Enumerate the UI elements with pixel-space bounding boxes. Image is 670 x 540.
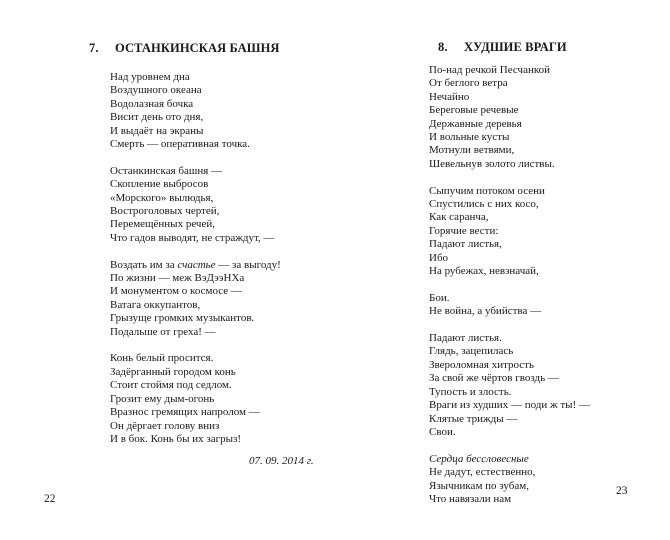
poem-body xyxy=(429,64,590,520)
right-page xyxy=(335,0,670,540)
poem-line: Береговые речевые xyxy=(429,104,519,117)
poem-line: Водолазная бочка xyxy=(110,97,194,110)
stanza xyxy=(429,332,590,439)
poem-line: Нечайно xyxy=(429,90,470,103)
poem-line: И вольные кусты xyxy=(429,131,510,144)
poem-line: Язычникам по зубам, xyxy=(429,479,529,492)
poem-line: Звероломная хитрость xyxy=(429,358,535,371)
poem-line: Мотнули ветвями, xyxy=(429,144,515,157)
poem-line: Не дадут, естественно, xyxy=(429,466,536,479)
poem-line: Скопление выбросов xyxy=(110,178,209,191)
chapter-heading-8 xyxy=(438,40,567,55)
poem-line: Что гадов выводят, не страждут, — xyxy=(110,231,275,244)
page-number: 22 xyxy=(44,493,56,505)
stanza xyxy=(110,352,281,446)
poem-line: Перемещённых речей, xyxy=(110,218,215,231)
poem-line: Падают листья. xyxy=(429,332,502,345)
chapter-title: ОСТАНКИНСКАЯ БАШНЯ xyxy=(115,41,280,55)
poem-line: Над уровнем дна xyxy=(110,71,190,83)
stanza xyxy=(429,453,590,507)
poem-line: За свой же чёртов гвоздь — xyxy=(429,372,559,385)
poem-line: По-над речкой Песчанкой xyxy=(429,64,551,76)
poem-line: Смерть — оперативная точка. xyxy=(110,138,250,151)
poem-line: Что навязали нам xyxy=(429,492,512,505)
poem-line: Вразнос гремящих напролом — xyxy=(110,406,260,419)
poem-line: Останкинская башня — xyxy=(110,164,223,177)
poem-line: Клятые трижды — xyxy=(429,412,518,425)
poem-line: Как саранча, xyxy=(429,211,489,224)
poem-line: Конь белый просится. xyxy=(110,352,214,365)
poem-line: И в бок. Конь бы их загрыз! xyxy=(110,432,242,445)
poem-body xyxy=(110,71,281,460)
stanza xyxy=(110,165,281,245)
poem-line: Востроголовых чертей, xyxy=(110,205,220,218)
poem-line: Державные деревья xyxy=(429,117,522,130)
poem-date: 07. 09. 2014 г. xyxy=(249,455,314,467)
poem-line: Воздушного океана xyxy=(110,84,202,97)
poem-line: Подальше от греха! — xyxy=(110,325,216,338)
poem-line: Тупость и злость. xyxy=(429,385,512,398)
page-number: 23 xyxy=(616,485,628,497)
line-part: — за выгоду! xyxy=(218,258,281,271)
poem-line: Он дёргает голову вниз xyxy=(110,419,220,432)
chapter-number: 7. xyxy=(89,41,99,55)
stanza xyxy=(429,64,590,171)
poem-line: Грызуще громких музыкантов. xyxy=(110,312,255,325)
stanza xyxy=(429,292,590,319)
poem-line: Падают листья, xyxy=(429,238,502,251)
line-part: Воздать им за xyxy=(110,258,175,271)
poem-line: От беглого ветра xyxy=(429,77,508,90)
poem-line: Спустились с них косо, xyxy=(429,198,539,211)
poem-line xyxy=(110,259,281,272)
poem-line: Шевельнув золото листвы. xyxy=(429,157,555,170)
poem-line-italic: Сердца бессловесные xyxy=(429,452,529,465)
poem-line: Ватага оккупантов, xyxy=(110,298,201,311)
poem-line: Стоит стоймя под седлом. xyxy=(110,379,232,392)
poem-line: И выдаёт на экраны xyxy=(110,124,204,137)
poem-line: Горячие вести: xyxy=(429,224,499,237)
stanza xyxy=(110,71,281,151)
stanza xyxy=(429,185,590,279)
poem-line: Свои. xyxy=(429,425,456,438)
poem-line: Задёрганный городом конь xyxy=(110,365,236,378)
stanza xyxy=(110,259,281,339)
poem-line: Не война, а убийства — xyxy=(429,305,542,318)
poem-line: Висит день ото дня, xyxy=(110,111,204,124)
poem-line: Бои. xyxy=(429,291,450,304)
poem-line: По жизни — меж ВэДээНХа xyxy=(110,272,245,285)
poem-line: Враги из худших — поди ж ты! — xyxy=(429,399,590,412)
poem-line: Сыпучим потоком осени xyxy=(429,184,545,197)
chapter-title: ХУДШИЕ ВРАГИ xyxy=(464,40,567,54)
poem-line: Глядь, зацепилась xyxy=(429,345,514,358)
poem-line: «Морского» вылюдья, xyxy=(110,191,214,204)
italic-word: счастье xyxy=(177,258,216,271)
chapter-number: 8. xyxy=(438,40,448,54)
poem-line: Грозит ему дым-огонь xyxy=(110,392,215,405)
poem-line: Ибо xyxy=(429,251,449,264)
poem-line: И монументом о космосе — xyxy=(110,285,242,298)
chapter-heading-7 xyxy=(89,41,280,56)
poem-line: На рубежах, невзначай, xyxy=(429,265,539,278)
